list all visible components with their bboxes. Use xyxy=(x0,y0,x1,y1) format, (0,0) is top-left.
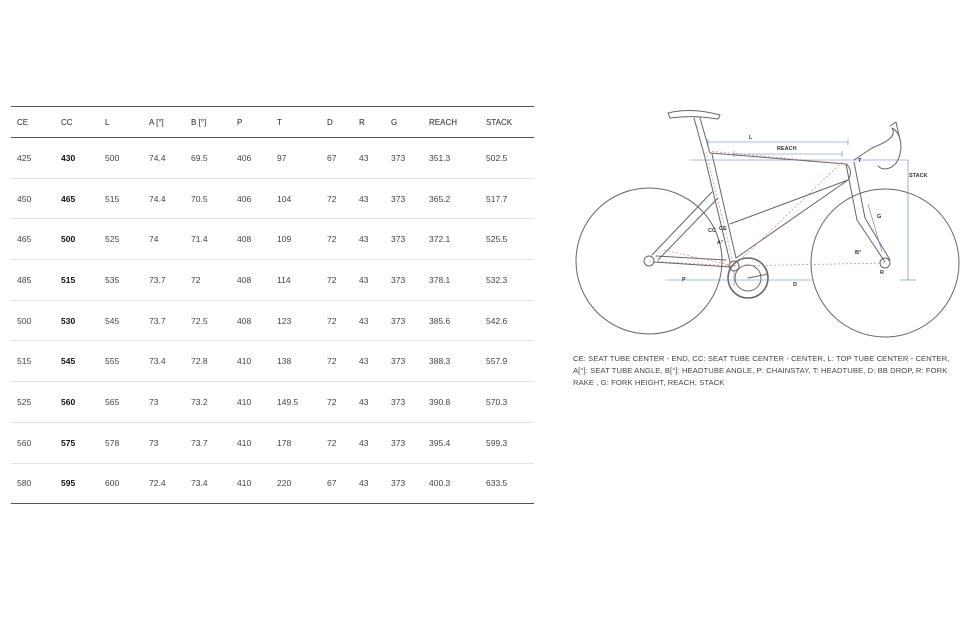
table-cell: 500 xyxy=(55,219,99,260)
table-cell: 73 xyxy=(143,422,185,463)
table-cell: 72 xyxy=(321,382,353,423)
table-cell: 515 xyxy=(55,260,99,301)
header-d: D xyxy=(321,107,353,138)
table-cell: 502.5 xyxy=(480,138,534,179)
table-row xyxy=(11,382,534,423)
table-cell: 73.7 xyxy=(143,300,185,341)
table-row xyxy=(11,341,534,382)
table-row xyxy=(11,260,534,301)
table-cell: 378.1 xyxy=(423,260,480,301)
table-cell: 43 xyxy=(353,138,385,179)
front-hub xyxy=(880,258,890,268)
label-l: L xyxy=(749,135,753,141)
table-row xyxy=(11,138,534,179)
table-cell: 70.5 xyxy=(185,178,231,219)
table-cell: 425 xyxy=(11,138,55,179)
label-g: G xyxy=(877,214,882,220)
table-cell: 373 xyxy=(385,422,423,463)
table-cell: 72.5 xyxy=(185,300,231,341)
table-cell: 485 xyxy=(11,260,55,301)
table-cell: 104 xyxy=(271,178,321,219)
table-cell: 373 xyxy=(385,463,423,504)
table-cell: 408 xyxy=(231,300,271,341)
table-cell: 138 xyxy=(271,341,321,382)
table-cell: 351.3 xyxy=(423,138,480,179)
table-cell: 385.6 xyxy=(423,300,480,341)
header-cc: CC xyxy=(55,107,99,138)
table-cell: 557.9 xyxy=(480,341,534,382)
frame-drawing xyxy=(576,111,959,337)
table-cell: 406 xyxy=(231,178,271,219)
header-l: L xyxy=(99,107,143,138)
geometry-legend: CE: SEAT TUBE CENTER - END, CC: SEAT TUBE CENTER - CENTER, L: TOP TUBE CENTER - CENTER, A[°]: SEAT TUBE ANGLE, B[°]: HEADTUBE ANGLE, P: CHAINSTAY, T: HEADTUBE, D: BB DROP, R: FORK RAKE , G: FORK HEIGHT, REACH, STACK xyxy=(573,354,950,387)
seatpost xyxy=(694,118,710,154)
table-cell: 599.3 xyxy=(480,422,534,463)
header-a: A [°] xyxy=(143,107,185,138)
table-cell: 43 xyxy=(353,422,385,463)
header-g: G xyxy=(385,107,423,138)
table-cell: 72 xyxy=(185,260,231,301)
table-cell: 114 xyxy=(271,260,321,301)
table-cell: 372.1 xyxy=(423,219,480,260)
table-cell: 373 xyxy=(385,138,423,179)
table-cell: 43 xyxy=(353,178,385,219)
table-cell: 633.5 xyxy=(480,463,534,504)
table-cell: 73.4 xyxy=(143,341,185,382)
head-tube xyxy=(846,162,865,220)
header-r: R xyxy=(353,107,385,138)
table-cell: 72 xyxy=(321,300,353,341)
label-d: D xyxy=(793,282,797,288)
table-cell: 388.3 xyxy=(423,341,480,382)
table-cell: 600 xyxy=(99,463,143,504)
table-cell: 71.4 xyxy=(185,219,231,260)
label-ce: CE xyxy=(719,226,727,232)
table-cell: 43 xyxy=(353,341,385,382)
table-cell: 515 xyxy=(11,341,55,382)
table-cell: 535 xyxy=(99,260,143,301)
label-stack: STACK xyxy=(909,173,928,179)
table-row xyxy=(11,463,534,504)
table-cell: 43 xyxy=(353,260,385,301)
table-cell: 500 xyxy=(11,300,55,341)
table-cell: 408 xyxy=(231,260,271,301)
label-p: P xyxy=(682,277,686,283)
table-cell: 578 xyxy=(99,422,143,463)
table-cell: 73.4 xyxy=(185,463,231,504)
table-row xyxy=(11,219,534,260)
table-cell: 395.4 xyxy=(423,422,480,463)
table-header-row xyxy=(11,107,534,138)
table-cell: 373 xyxy=(385,219,423,260)
table-cell: 365.2 xyxy=(423,178,480,219)
table-cell: 373 xyxy=(385,178,423,219)
table-cell: 72 xyxy=(321,178,353,219)
table-cell: 373 xyxy=(385,260,423,301)
table-cell: 517.7 xyxy=(480,178,534,219)
table-cell: 72.8 xyxy=(185,341,231,382)
top-tube xyxy=(710,153,850,224)
table-row xyxy=(11,300,534,341)
table-cell: 525 xyxy=(11,382,55,423)
table-cell: 400.3 xyxy=(423,463,480,504)
table-cell: 595 xyxy=(55,463,99,504)
down-tube xyxy=(736,180,848,258)
label-r: R xyxy=(880,270,884,276)
table-cell: 43 xyxy=(353,219,385,260)
table-cell: 178 xyxy=(271,422,321,463)
table-cell: 408 xyxy=(231,219,271,260)
header-b: B [°] xyxy=(185,107,231,138)
table-cell: 465 xyxy=(55,178,99,219)
table-cell: 373 xyxy=(385,300,423,341)
table-cell: 43 xyxy=(353,382,385,423)
table-cell: 72 xyxy=(321,341,353,382)
geometry-table xyxy=(11,106,534,504)
table-cell: 72 xyxy=(321,219,353,260)
table-cell: 450 xyxy=(11,178,55,219)
table-cell: 43 xyxy=(353,300,385,341)
label-t: T xyxy=(858,158,862,164)
table-cell: 72.4 xyxy=(143,463,185,504)
table-cell: 74 xyxy=(143,219,185,260)
table-cell: 525 xyxy=(99,219,143,260)
table-cell: 74.4 xyxy=(143,138,185,179)
table-cell: 570.3 xyxy=(480,382,534,423)
bike-geometry-diagram xyxy=(572,102,968,342)
label-a: A° xyxy=(717,240,724,246)
table-cell: 69.5 xyxy=(185,138,231,179)
header-ce: CE xyxy=(11,107,55,138)
header-p: P xyxy=(231,107,271,138)
label-b: B° xyxy=(855,250,862,256)
table-cell: 67 xyxy=(321,138,353,179)
table-cell: 73 xyxy=(143,382,185,423)
table-cell: 410 xyxy=(231,382,271,423)
table-cell: 545 xyxy=(55,341,99,382)
crank-arm xyxy=(748,274,768,278)
front-wheel xyxy=(811,189,959,337)
table-cell: 373 xyxy=(385,382,423,423)
table-cell: 220 xyxy=(271,463,321,504)
table-cell: 149.5 xyxy=(271,382,321,423)
table-cell: 73.2 xyxy=(185,382,231,423)
header-stack: STACK xyxy=(480,107,534,138)
table-row xyxy=(11,178,534,219)
table-cell: 580 xyxy=(11,463,55,504)
label-cc: CC xyxy=(708,228,716,234)
header-t: T xyxy=(271,107,321,138)
table-cell: 43 xyxy=(353,463,385,504)
table-cell: 109 xyxy=(271,219,321,260)
table-cell: 67 xyxy=(321,463,353,504)
table-cell: 430 xyxy=(55,138,99,179)
table-cell: 465 xyxy=(11,219,55,260)
handlebar xyxy=(872,128,901,169)
stem xyxy=(854,148,872,160)
fork xyxy=(857,218,890,262)
table-cell: 575 xyxy=(55,422,99,463)
table-cell: 532.3 xyxy=(480,260,534,301)
label-reach: REACH xyxy=(777,146,797,152)
table-cell: 555 xyxy=(99,341,143,382)
table-cell: 560 xyxy=(55,382,99,423)
table-cell: 542.6 xyxy=(480,300,534,341)
table-cell: 525.5 xyxy=(480,219,534,260)
table-cell: 545 xyxy=(99,300,143,341)
table-cell: 410 xyxy=(231,463,271,504)
table-cell: 123 xyxy=(271,300,321,341)
table-cell: 410 xyxy=(231,422,271,463)
table-cell: 73.7 xyxy=(143,260,185,301)
table-cell: 97 xyxy=(271,138,321,179)
table-cell: 406 xyxy=(231,138,271,179)
table-cell: 72 xyxy=(321,260,353,301)
table-cell: 410 xyxy=(231,341,271,382)
table-cell: 72 xyxy=(321,422,353,463)
table-cell: 530 xyxy=(55,300,99,341)
table-row xyxy=(11,422,534,463)
header-reach: REACH xyxy=(423,107,480,138)
table-cell: 74.4 xyxy=(143,178,185,219)
seat-stay xyxy=(652,192,718,260)
table-cell: 565 xyxy=(99,382,143,423)
table-cell: 500 xyxy=(99,138,143,179)
table-cell: 390.8 xyxy=(423,382,480,423)
table-cell: 73.7 xyxy=(185,422,231,463)
table-cell: 373 xyxy=(385,341,423,382)
table-cell: 515 xyxy=(99,178,143,219)
table-cell: 560 xyxy=(11,422,55,463)
